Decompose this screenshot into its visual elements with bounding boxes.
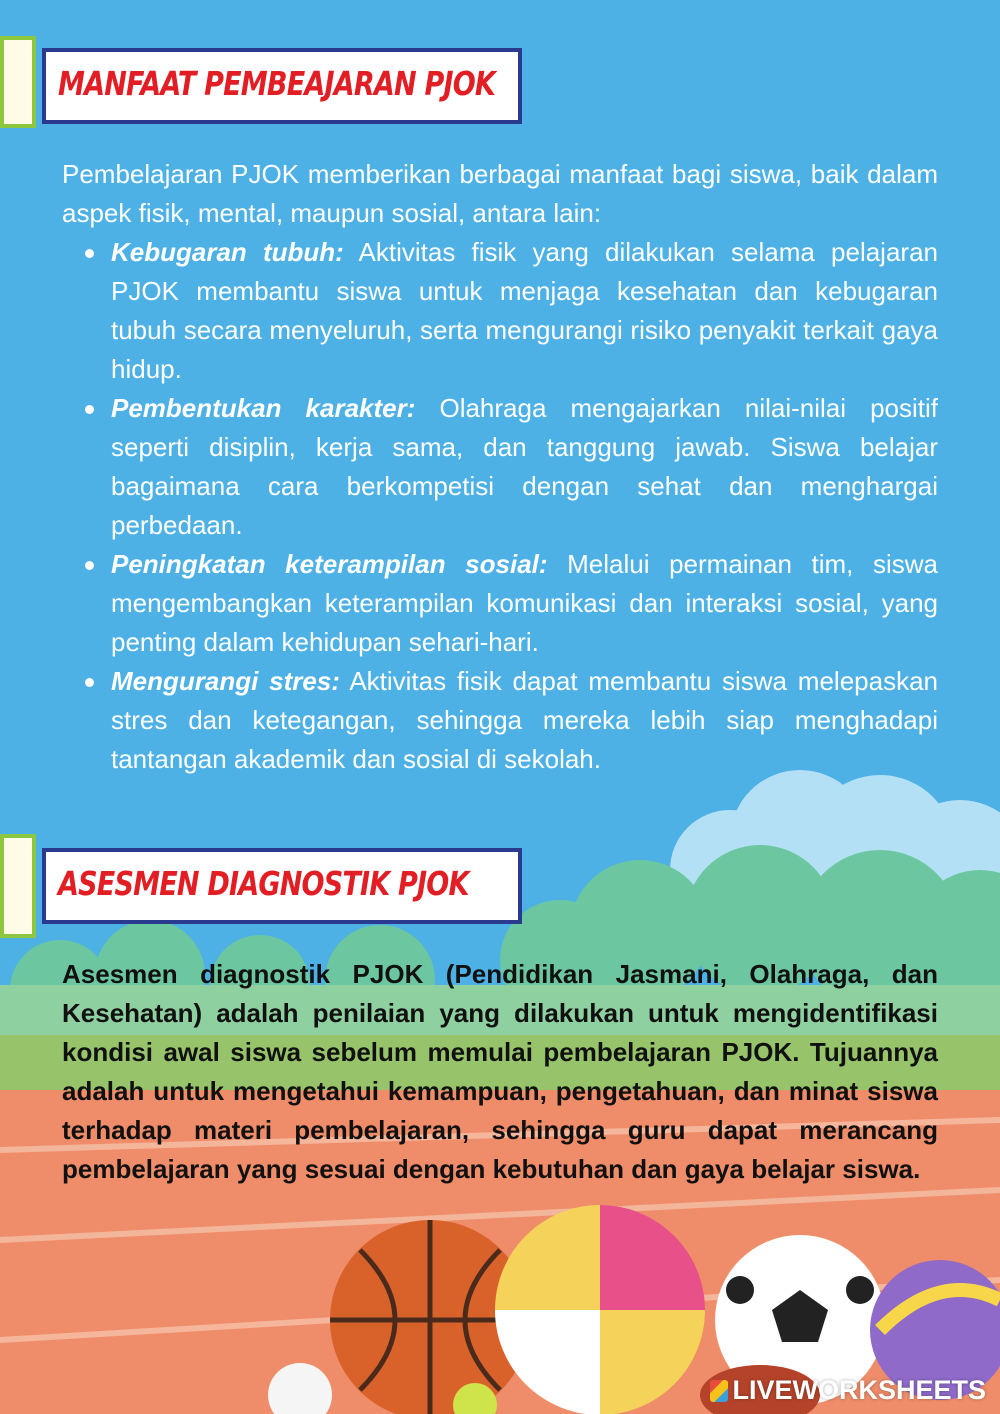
benefit-text: Aktivitas fisik yang dilakukan selama pelajaran PJOK membantu siswa untuk menjaga kesehatan dan kebugaran tubuh secara menyeluruh, serta mengurangi risiko penyakit terkait gaya hidup.	[111, 237, 938, 384]
benefits-list	[62, 233, 938, 779]
section2-body: Asesmen diagnostik PJOK (Pendidikan Jasmani, Olahraga, dan Kesehatan) adalah penilaian yang dilakukan untuk mengidentifikasi kondisi awal siswa sebelum memulai pembelajaran PJOK. Tujuannya adalah untuk mengetahui kemampuan, pengetahuan, dan minat siswa terhadap materi pembelajaran, sehingga guru dapat merancang pembelajaran yang sesuai dengan kebutuhan dan gaya belajar siswa.	[62, 959, 938, 1184]
section1-title: MANFAAT PEMBEAJARAN PJOK	[58, 64, 496, 103]
benefit-term: Pembentukan karakter:	[111, 393, 416, 423]
section1-header-tab	[0, 36, 36, 128]
section1-title-box	[42, 48, 522, 124]
benefit-text: Aktivitas fisik dapat membantu siswa melepaskan stres dan ketegangan, sehingga mereka lebih siap menghadapi tantangan akademik dan sosial di sekolah.	[111, 666, 938, 774]
section2-title: ASESMEN DIAGNOSTIK PJOK	[58, 864, 469, 903]
benefit-text: Melalui permainan tim, siswa mengembangkan keterampilan komunikasi dan interaksi sosial, yang penting dalam kehidupan sehari-hari.	[111, 549, 939, 657]
section1-intro: Pembelajaran PJOK memberikan berbagai manfaat bagi siswa, baik dalam aspek fisik, mental, maupun sosial, antara lain:	[62, 159, 938, 228]
list-item	[111, 662, 938, 779]
benefit-term: Kebugaran tubuh:	[111, 237, 344, 267]
list-item	[111, 545, 938, 662]
watermark-text: LIVEWORKSHEETS	[732, 1375, 986, 1405]
list-item	[111, 233, 938, 389]
benefit-term: Peningkatan keterampilan sosial:	[111, 549, 548, 579]
benefit-text: Olahraga mengajarkan nilai-nilai positif seperti disiplin, kerja sama, dan tanggung jawab. Siswa belajar bagaimana cara berkompetisi dengan sehat dan menghargai perbedaan.	[111, 393, 938, 540]
list-item	[111, 389, 938, 545]
liveworksheets-icon	[710, 1380, 728, 1402]
benefit-term: Mengurangi stres:	[111, 666, 340, 696]
liveworksheets-logo	[710, 1375, 986, 1406]
section2-header-tab	[0, 834, 36, 938]
section2-title-box	[42, 848, 522, 924]
